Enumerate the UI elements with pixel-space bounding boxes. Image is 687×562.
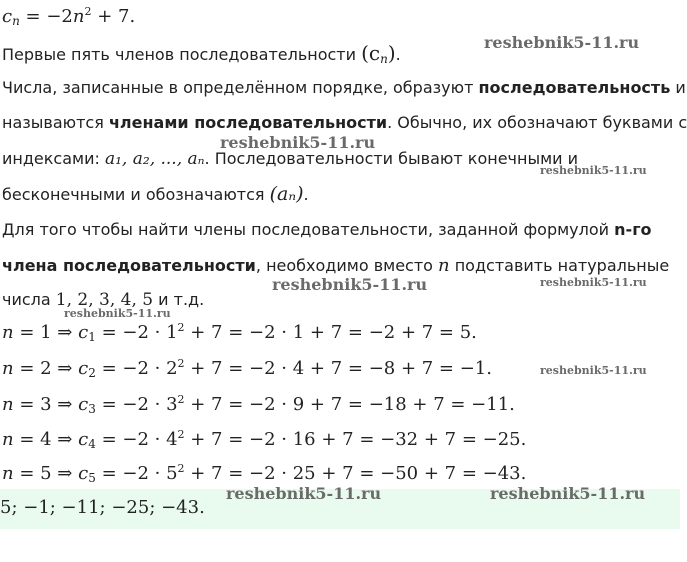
calc-rest: + 7 = −2 · 1 + 7 = −2 + 7 = 5.: [184, 322, 477, 343]
theory-line-2: [2, 112, 687, 134]
calc-row-4: n = 4 ⇒ $c_4 = -2 \cdot 4^2 + 7 = -2 \cdot 16 + 7 = -32 + 7 = -25$.: [2, 428, 527, 451]
formula-rhs-var: n: [72, 6, 85, 27]
calc-sub: 4: [88, 437, 96, 451]
calc-rest: + 7 = −2 · 4 + 7 = −8 + 7 = −1.: [184, 358, 492, 379]
watermark: reshebnik5-11.ru: [64, 307, 171, 320]
theory-l2-bold: членами последовательности: [108, 113, 388, 132]
calc-n: 4: [40, 429, 52, 450]
calc-row-3: n = 3 ⇒ $c_3 = -2 \cdot 3^2 + 7 = -2 \cdot 9 + 7 = -18 + 7 = -11$.: [2, 393, 515, 416]
watermark: reshebnik5-11.ru: [540, 364, 647, 377]
theory-l1-a: Числа, записанные в определённом порядке, образуют: [2, 78, 479, 97]
formula-rhs-a: = −2: [19, 6, 73, 27]
calc-sub: 2: [88, 366, 96, 380]
answer-text: 5; −1; −11; −25; −43.: [0, 497, 205, 518]
calc-n: 2: [40, 358, 52, 379]
calc-base: 4: [166, 429, 178, 450]
watermark: reshebnik5-11.ru: [484, 33, 640, 52]
calc-n: 3: [40, 394, 52, 415]
theory-line-4: [2, 183, 309, 206]
theory-l4-math: (aₙ): [269, 183, 304, 205]
calc-base: 5: [166, 463, 178, 484]
first-five-line: [2, 42, 401, 66]
formula-lhs-sub: n: [12, 14, 20, 28]
first-five-math: (c: [361, 41, 381, 65]
formula-lhs: c: [2, 6, 13, 27]
calc-base: 1: [166, 322, 178, 343]
theory-l3-math: a₁, a₂, ..., aₙ: [104, 149, 205, 169]
calc-base: 2: [166, 358, 178, 379]
theory-l3-a: индексами:: [2, 149, 105, 168]
calc-row-5: n = 5 ⇒ $c_5 = -2 \cdot 5^2 + 7 = -2 \cdot 25 + 7 = -50 + 7 = -43$.: [2, 462, 527, 485]
calc-sub: 5: [88, 471, 96, 485]
watermark: reshebnik5-11.ru: [540, 276, 647, 289]
theory-l2-a: называются: [2, 113, 109, 132]
watermark: reshebnik5-11.ru: [220, 133, 376, 152]
calc-row-2: n = 2 ⇒ $c_2 = -2 \cdot 2^2 + 7 = -2 \cdot 4 + 7 = -8 + 7 = -1$.: [2, 357, 492, 380]
formula-rhs-exp: 2: [84, 5, 92, 18]
first-five-text: Первые пять членов последовательности: [2, 45, 362, 64]
calc-rest: + 7 = −2 · 25 + 7 = −50 + 7 = −43.: [184, 463, 527, 484]
calc-row-1: n = 1 ⇒ $c_1 = -2 \cdot 1^2 + 7 = -2 \cdot 1 + 7 = -2 + 7 = 5$.: [2, 321, 477, 344]
theory-l6-b: , необходимо вместо: [255, 256, 439, 275]
first-five-math-close: ): [387, 41, 396, 65]
theory-line-5: [2, 219, 652, 241]
calc-sub: 3: [88, 402, 96, 416]
calc-rest: + 7 = −2 · 9 + 7 = −18 + 7 = −11.: [184, 394, 515, 415]
theory-l3-b: . Последовательности бывают конечными и: [204, 149, 579, 168]
theory-l6-var: n: [438, 255, 450, 276]
watermark: reshebnik5-11.ru: [490, 484, 646, 503]
watermark: reshebnik5-11.ru: [226, 484, 382, 503]
first-five-math-sub: n: [380, 52, 388, 66]
calc-rest: + 7 = −2 · 16 + 7 = −32 + 7 = −25.: [184, 429, 527, 450]
theory-l6-bold: члена последовательности: [2, 256, 256, 275]
formula-line: [2, 6, 135, 28]
watermark: reshebnik5-11.ru: [540, 164, 647, 177]
theory-l5-a: Для того чтобы найти члены последовательности, заданной формулой: [2, 220, 615, 239]
theory-line-6: [2, 255, 669, 277]
theory-l1-bold: последовательность: [478, 78, 671, 97]
calc-n: 1: [40, 322, 52, 343]
theory-l7-a: числа: [2, 290, 56, 309]
watermark: reshebnik5-11.ru: [272, 275, 428, 294]
calc-n: 5: [40, 463, 52, 484]
theory-l7-math: 1, 2, 3, 4, 5: [55, 290, 154, 310]
formula-rhs-b: + 7.: [91, 6, 136, 27]
calc-base: 3: [166, 394, 178, 415]
theory-l6-c: подставить натуральные: [449, 256, 670, 275]
theory-l4-b: .: [303, 185, 309, 204]
theory-l2-c: . Обычно, их обозначают буквами с: [387, 113, 687, 132]
theory-l7-b: и т.д.: [153, 290, 205, 309]
theory-l4-a: бесконечными и обозначаются: [2, 185, 270, 204]
theory-line-1: [2, 77, 686, 99]
theory-l1-c: и: [670, 78, 686, 97]
calc-sub: 1: [88, 330, 96, 344]
theory-l5-bold: n-го: [614, 220, 652, 239]
first-five-end: .: [395, 45, 401, 64]
